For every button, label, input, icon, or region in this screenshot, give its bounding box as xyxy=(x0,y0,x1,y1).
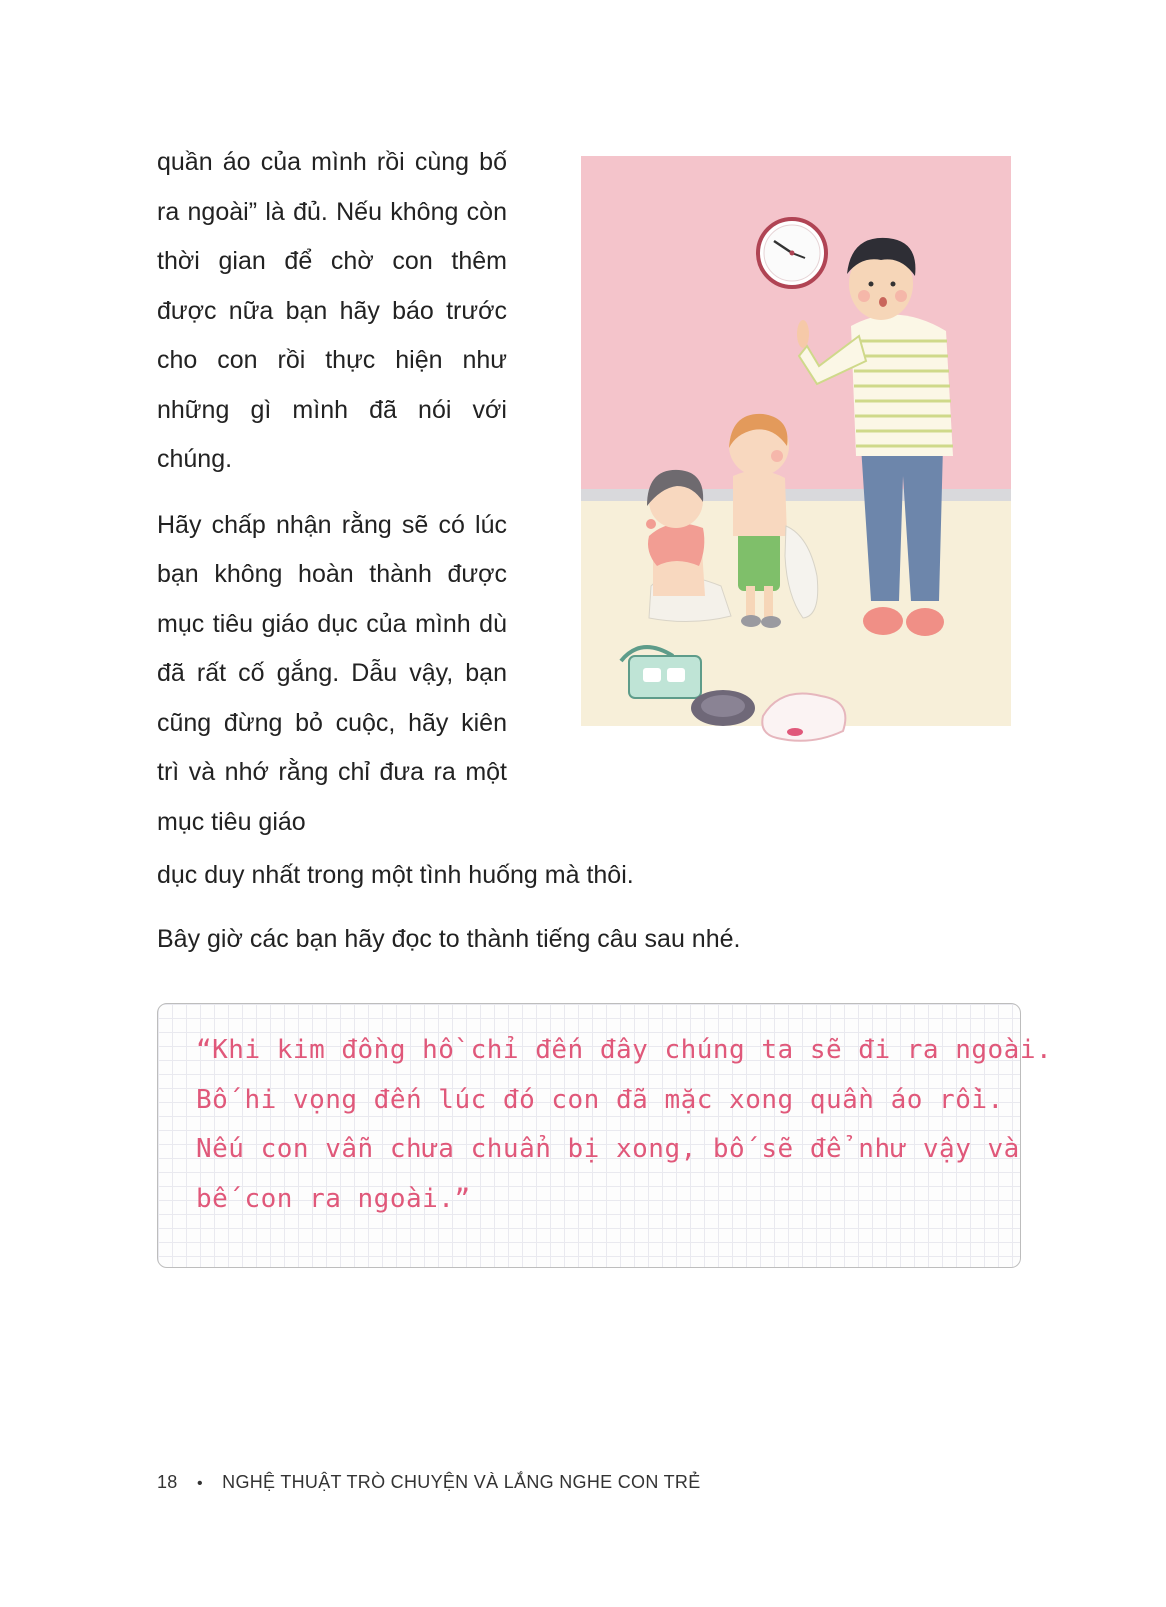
disc-icon xyxy=(691,690,755,726)
quote-text xyxy=(196,1026,1053,1224)
paragraph-3: Bây giờ các bạn hãy đọc to thành tiếng câu sau nhé. xyxy=(157,925,741,953)
page-footer xyxy=(157,1472,701,1493)
quote-box xyxy=(157,1003,1053,1268)
quote-line-1: “Khi kim đồng hồ chỉ đến đây chúng ta sẽ đi ra ngoài. xyxy=(196,1035,1053,1065)
paragraph-1: quần áo của mình rồi cùng bố ra ngoài” là đủ. Nếu không còn thời gian để chờ con thêm được nữa bạn hãy báo trước cho con rồi thực hiện như những gì mình đã nói với chúng. xyxy=(157,148,507,473)
text-column xyxy=(157,138,507,847)
paragraph-2-start: Hãy chấp nhận rằng sẽ có lúc bạn không hoàn thành được mục tiêu giáo dục của mình dù đã rất cố gắng. Dẫu vậy, bạn cũng đừng bỏ cuộc, hãy kiên trì và nhớ rằng chỉ đưa ra một mục tiêu giáo xyxy=(157,510,507,836)
quote-line-2: Bố hi vọng đến lúc đó con đã mặc xong quần áo rồi. xyxy=(196,1084,1004,1115)
book-title: NGHỆ THUẬT TRÒ CHUYỆN VÀ LẮNG NGHE CON TRẺ xyxy=(222,1472,701,1492)
clock-icon xyxy=(758,219,826,287)
quote-line-4: bế con ra ngoài.” xyxy=(196,1183,471,1214)
footer-separator: • xyxy=(196,1475,203,1492)
quote-line-3: Nếu con vẫn chưa chuẩn bị xong, bố sẽ để như vậy và xyxy=(196,1134,1020,1164)
father-children-illustration xyxy=(581,156,1011,768)
page-number: 18 xyxy=(157,1472,178,1492)
baseboard xyxy=(581,489,1011,501)
paragraph-2-end: dục duy nhất trong một tình huống mà thôi. xyxy=(157,861,634,889)
